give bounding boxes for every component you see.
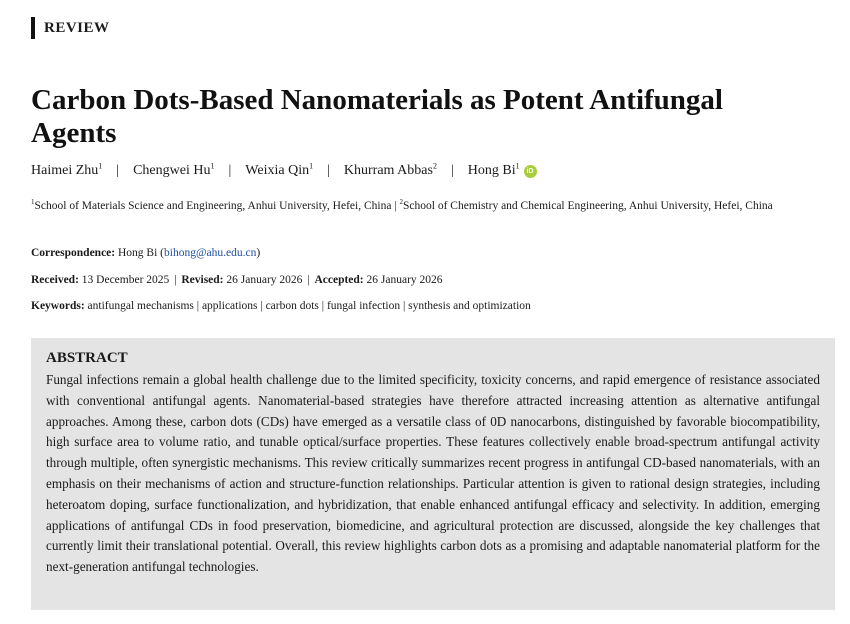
revised-date: 26 January 2026 <box>226 274 303 286</box>
correspondence-label: Correspondence: <box>31 247 116 259</box>
correspondence-email-link[interactable]: bihong@ahu.edu.cn <box>164 247 257 259</box>
date-separator: | <box>174 274 177 286</box>
section-label: REVIEW <box>31 17 110 39</box>
accepted-date: 26 January 2026 <box>366 274 443 286</box>
author[interactable]: Weixia Qin$^1$ <box>245 161 314 178</box>
affiliation-1: School of Materials Science and Engineering, Anhui University, Hefei, China <box>34 200 392 212</box>
keywords <box>31 299 531 314</box>
author-list <box>31 162 537 180</box>
affiliations: $^1$School of Materials Science and Engineering, Anhui University, Hefei, China | $^2$School of Chemistry and Chemical Engineering, Anhui University, Hefei, China <box>31 198 773 212</box>
author-separator: | <box>450 163 454 178</box>
correspondence: Correspondence: Hong Bi (bihong@ahu.edu.cn) <box>31 247 261 259</box>
author[interactable]: Khurram Abbas$^2$ <box>343 161 437 178</box>
abstract-heading: ABSTRACT <box>46 350 128 366</box>
article-title: Carbon Dots-Based Nanomaterials as Potent Antifungal Agents <box>31 84 723 149</box>
date-separator: | <box>307 274 310 286</box>
keywords-label: Keywords: <box>31 300 85 312</box>
author[interactable]: Chengwei Hu$^1$ <box>133 161 215 178</box>
author[interactable]: Hong Bi$^1$ <box>467 161 520 178</box>
keywords-list: antifungal mechanisms | applications | carbon dots | fungal infection | synthesis and optimization <box>87 300 531 312</box>
author-separator: | <box>228 163 232 178</box>
author[interactable]: Haimei Zhu$^1$ <box>31 161 103 178</box>
accepted-label: Accepted: <box>314 274 364 286</box>
received-label: Received: <box>31 274 79 286</box>
correspondence-name: Hong Bi <box>118 247 158 259</box>
orcid-icon[interactable]: iD <box>524 165 537 178</box>
author-separator: | <box>327 163 330 178</box>
revised-label: Revised: <box>181 274 224 286</box>
abstract-text: Fungal infections remain a global health challenge due to the limited specificity, toxicity concerns, and rapid emergence of resistance associated with conventional antifungal agents. Nanomaterial-based strategies have therefore attracted increasing attention as alternative antifungal approaches. Among these, carbon dots (CDs) have emerged as a versatile class of 0D nanocarbons, distinguished by favorable biocompatibility, high surface area to volume ratio, and tunable optical/surface properties. These features collectively enable broad-spectrum antifungal activity through multiple, often synergistic mechanisms. This review critically summarizes recent progress in antifungal CD-based nanomaterials, with an emphasis on their mechanisms of action and structure-function relationships. Particular attention is given to rational design strategies, including heteroatom doping, surface functionalization, and hybridization, that enable enhanced antifungal efficacy and selectivity. In addition, emerging applications of antifungal CDs in food preservation, biomedicine, and agricultural protection are discussed, alongside the key challenges that currently limit their translational potential. Overall, this review highlights carbon dots as a promising and adaptable nanomaterial platform for the next-generation antifungal technologies. <box>46 372 820 575</box>
affiliation-separator: | <box>391 200 400 212</box>
affiliation-2: School of Chemistry and Chemical Engineering, Anhui University, Hefei, China <box>403 200 773 212</box>
author-separator: | <box>116 163 120 178</box>
abstract-box <box>31 338 835 610</box>
article-dates <box>31 273 443 288</box>
received-date: 13 December 2025 <box>81 274 170 286</box>
